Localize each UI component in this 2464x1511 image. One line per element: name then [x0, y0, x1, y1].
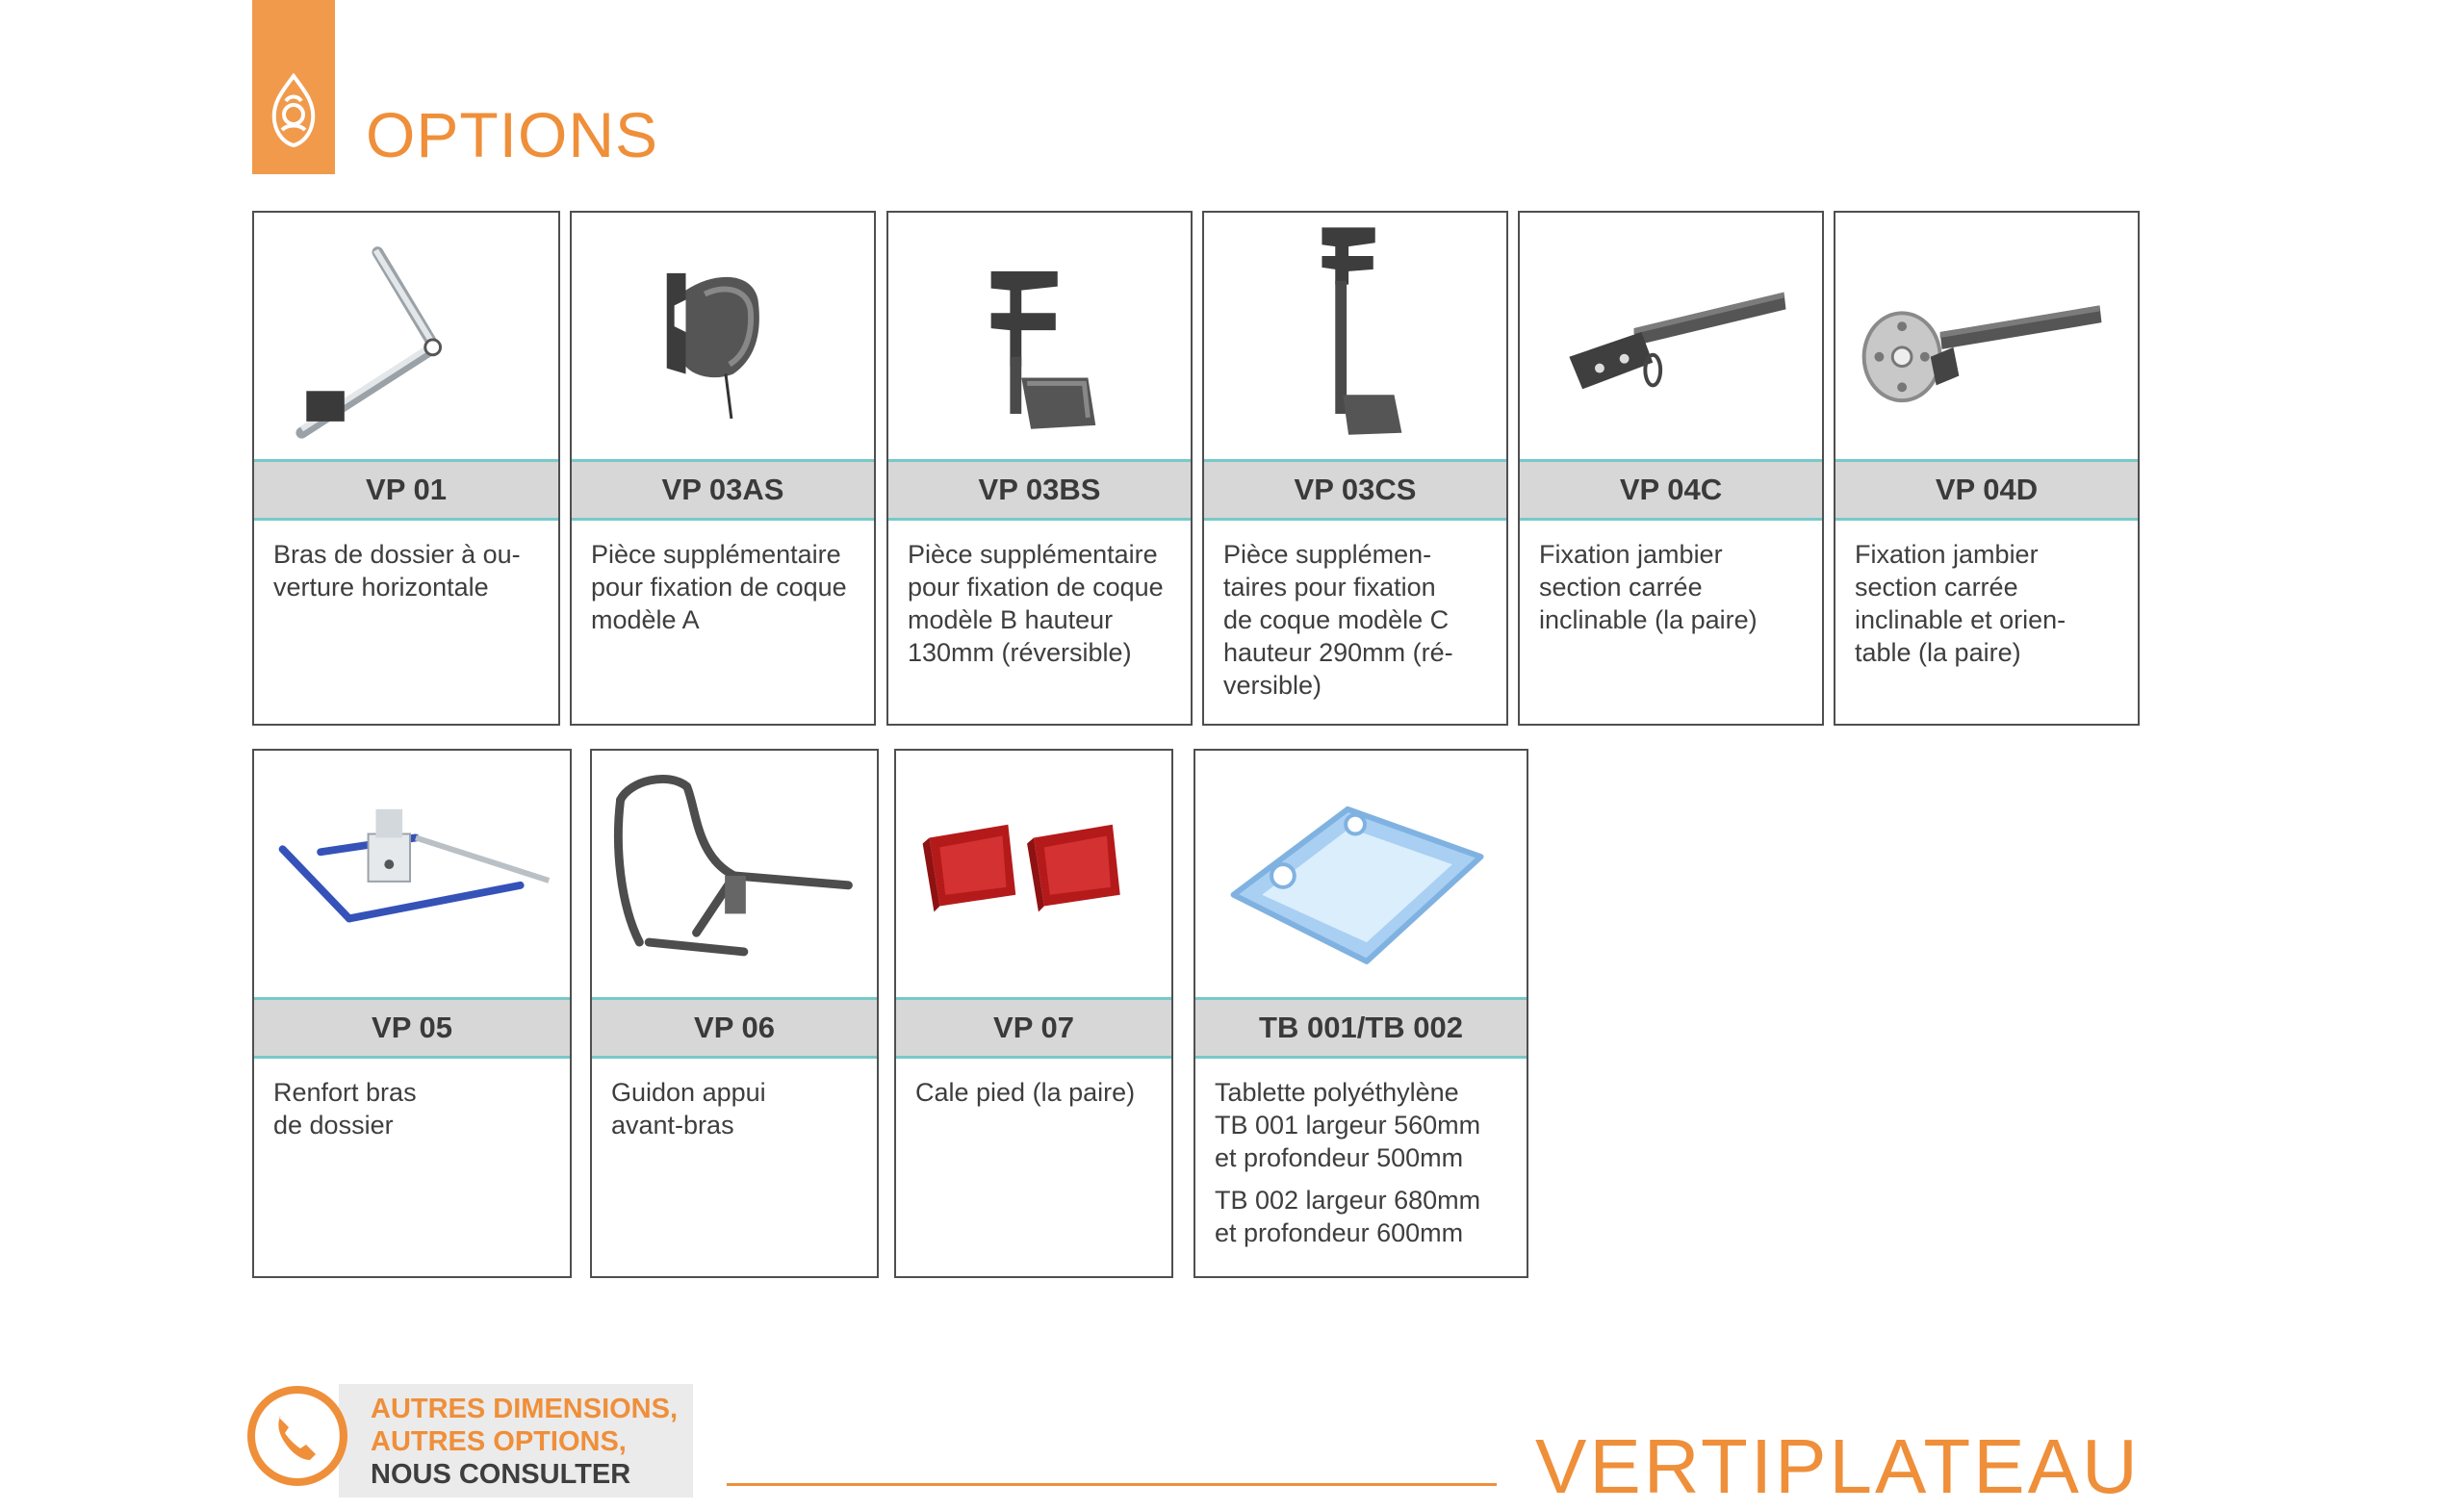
description-line: pour fixation de coque [591, 573, 847, 602]
description-line: Bras de dossier à ou- [273, 540, 521, 569]
product-image [254, 213, 558, 459]
option-ref: VP 03CS [1204, 459, 1506, 521]
product-image [1204, 213, 1506, 459]
description-line: TB 001 largeur 560mm [1215, 1111, 1481, 1140]
option-card-vp06 [590, 749, 879, 1278]
option-card-vp03as [570, 211, 876, 726]
product-image [1835, 213, 2138, 459]
footer-divider [727, 1483, 1497, 1486]
option-card-vp05 [252, 749, 572, 1278]
description-line: modèle A [591, 605, 700, 634]
description-line: de coque modèle C [1223, 605, 1450, 634]
description-block [1215, 1076, 1513, 1174]
footer-line: AUTRES OPTIONS, [371, 1426, 627, 1457]
option-card-tb001-tb002 [1194, 749, 1528, 1278]
option-description [1855, 538, 2124, 669]
description-block [1215, 1184, 1513, 1249]
option-card-vp01 [252, 211, 560, 726]
option-description [1223, 538, 1493, 702]
product-image [572, 213, 874, 459]
description-line: inclinable et orien- [1855, 605, 2066, 634]
description-line: Fixation jambier [1855, 540, 2039, 569]
option-ref: VP 04D [1835, 459, 2138, 521]
option-card-vp07 [894, 749, 1173, 1278]
option-ref: VP 07 [896, 997, 1171, 1059]
description-line: versible) [1223, 671, 1322, 700]
option-ref: VP 05 [254, 997, 570, 1059]
description-line: taires pour fixation [1223, 573, 1436, 602]
option-ref: VP 03BS [888, 459, 1191, 521]
description-line: Fixation jambier [1539, 540, 1723, 569]
description-line: Guidon appui [611, 1078, 766, 1107]
option-card-vp03bs [886, 211, 1193, 726]
option-card-vp03cs [1202, 211, 1508, 726]
option-description [1539, 538, 1809, 636]
option-description [1215, 1076, 1513, 1249]
footer-contact-text [371, 1393, 678, 1491]
flame-emblem-icon [265, 72, 322, 149]
description-line: Pièce supplémentaire [908, 540, 1158, 569]
option-card-vp04c [1518, 211, 1824, 726]
description-line: modèle B hauteur [908, 605, 1114, 634]
product-image [1195, 751, 1527, 997]
option-description [611, 1076, 863, 1141]
option-description [915, 1076, 1158, 1109]
description-line: avant-bras [611, 1111, 734, 1140]
description-line: 130mm (réversible) [908, 638, 1132, 667]
option-ref: VP 04C [1520, 459, 1822, 521]
footer-line: AUTRES DIMENSIONS, [371, 1394, 679, 1424]
product-image [592, 751, 877, 997]
logo-tab [252, 0, 335, 174]
description-line: section carrée [1855, 573, 2018, 602]
product-image [888, 213, 1191, 459]
footer-line: NOUS CONSULTER [371, 1459, 631, 1490]
phone-icon [244, 1383, 350, 1489]
product-image [896, 751, 1171, 997]
option-description [591, 538, 860, 636]
option-ref: VP 06 [592, 997, 877, 1059]
description-line: Renfort bras [273, 1078, 417, 1107]
description-line: TB 002 largeur 680mm [1215, 1186, 1481, 1215]
option-card-vp04d [1834, 211, 2140, 726]
option-description [273, 1076, 556, 1141]
description-line: Tablette polyéthylène [1215, 1078, 1459, 1107]
description-line: verture horizontale [273, 573, 489, 602]
option-ref: VP 03AS [572, 459, 874, 521]
description-line: de dossier [273, 1111, 394, 1140]
description-line: section carrée [1539, 573, 1703, 602]
description-line: et profondeur 500mm [1215, 1143, 1464, 1172]
page-title: OPTIONS [366, 99, 659, 170]
brand-name: VERTIPLATEAU [1535, 1423, 2141, 1509]
description-line: inclinable (la paire) [1539, 605, 1758, 634]
description-line: Cale pied (la paire) [915, 1078, 1136, 1107]
description-line: Pièce supplémentaire [591, 540, 841, 569]
description-line: Pièce supplémen- [1223, 540, 1432, 569]
option-ref: TB 001/TB 002 [1195, 997, 1527, 1059]
option-description [908, 538, 1177, 669]
option-description [273, 538, 545, 603]
option-ref: VP 01 [254, 459, 558, 521]
description-line: table (la paire) [1855, 638, 2021, 667]
product-image [254, 751, 570, 997]
description-line: hauteur 290mm (ré- [1223, 638, 1453, 667]
description-line: et profondeur 600mm [1215, 1218, 1464, 1247]
description-line: pour fixation de coque [908, 573, 1164, 602]
product-image [1520, 213, 1822, 459]
